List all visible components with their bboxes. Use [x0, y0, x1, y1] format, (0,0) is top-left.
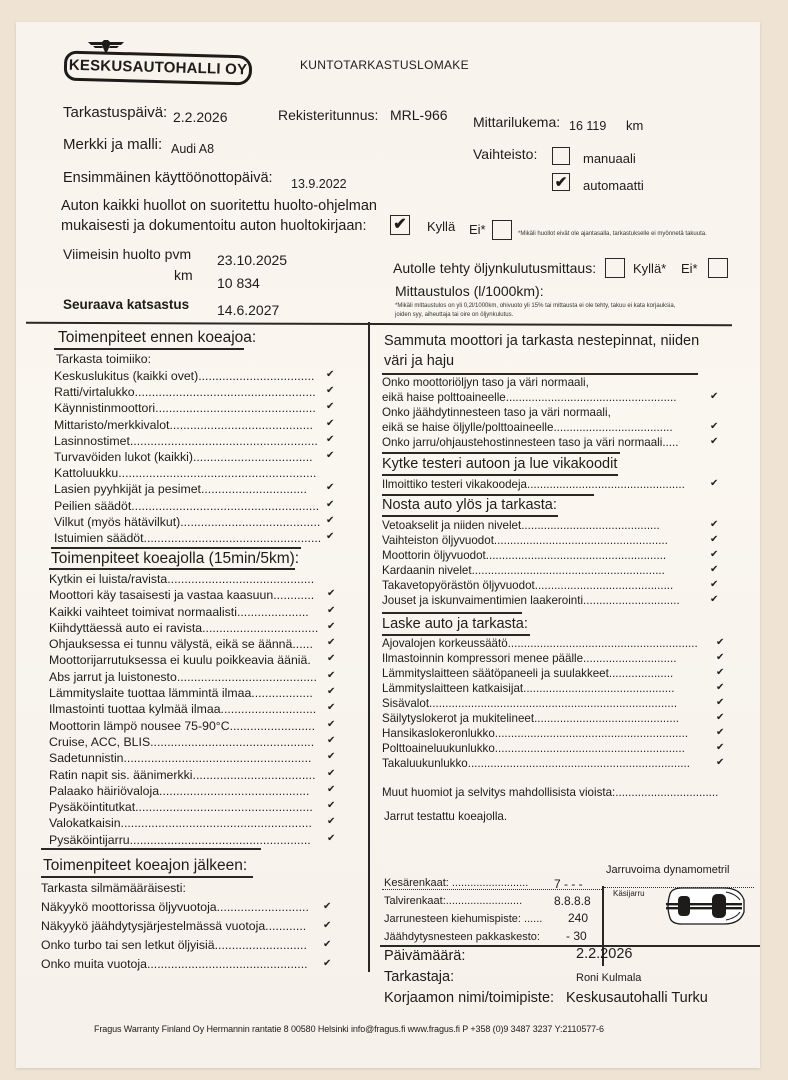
- odometer-value: 16 119: [569, 119, 607, 133]
- checklist-item-label: Takaluukunlukko.....................................................................: [382, 757, 690, 770]
- diagnostics-list: [382, 477, 719, 492]
- checklist-row: [54, 465, 344, 481]
- lifted-title: Nosta auto ylös ja tarkasta:: [382, 497, 557, 513]
- checklist-row: [382, 563, 719, 578]
- make-model-value: Audi A8: [171, 142, 215, 156]
- odometer-label: Mittarilukema:: [473, 114, 561, 130]
- checklist-item-label: Moottorijarrutuksessa ei kuulu poikkeavia ääniä.: [49, 653, 311, 668]
- checklist-row: [382, 741, 725, 756]
- checklist-row: [382, 390, 719, 405]
- check-mark-icon[interactable]: ✔: [327, 620, 336, 632]
- brake-fluid-label: Jarrunesteen kiehumispiste: ......: [384, 913, 543, 925]
- checklist-row: [382, 593, 719, 608]
- check-mark-icon[interactable]: ✔: [327, 816, 336, 828]
- manual-checkbox[interactable]: [552, 147, 570, 165]
- checklist-item-label: Ajovalojen korkeussäätö...........................................................: [382, 637, 698, 650]
- winter-tires-value: 8.8.8.8: [554, 894, 591, 908]
- check-mark-icon[interactable]: ✔: [710, 594, 719, 605]
- inspection-date-value: 2.2.2026: [173, 109, 228, 125]
- checklist-row: [54, 368, 344, 384]
- lifted-top-line: [382, 494, 594, 496]
- check-mark-icon[interactable]: ✔: [327, 751, 336, 763]
- checklist-item-label: Moottorin öljyvuodot........................................................: [382, 549, 667, 562]
- transmission-label: Vaihteisto:: [473, 146, 538, 162]
- signoff-divider: [380, 945, 760, 947]
- workshop-name: Keskusautohalli Turku: [566, 990, 708, 1006]
- coolant-label: Jäähdytysnesteen pakkaskesto:: [384, 931, 540, 943]
- checklist-item-label: Lämmityslaitteen katkaisijat...............................................: [382, 682, 675, 695]
- during-drive-title: Toimenpiteet koeajolla (15min/5km):: [51, 550, 300, 567]
- checklist-item-label: Vetoakselit ja niiden nivelet...........................................: [382, 519, 660, 532]
- section-divider: [26, 322, 732, 326]
- checklist-item-label: Istuimien säädöt....................................................: [54, 530, 322, 545]
- oil-measurement-label: Autolle tehty öljynkulutusmittaus:: [393, 260, 597, 276]
- check-mark-icon[interactable]: ✔: [716, 682, 725, 693]
- check-mark-icon[interactable]: ✔: [326, 498, 335, 510]
- checklist-item-label: Lämmityslaite tuottaa lämmintä ilmaa..................: [49, 686, 313, 701]
- checklist-row: [54, 498, 344, 514]
- inspector-label: Tarkastaja:: [384, 969, 455, 985]
- checklist-row: [382, 681, 725, 696]
- before-drive-list: [54, 368, 344, 546]
- checklist-row: [49, 636, 344, 652]
- check-mark-icon[interactable]: ✔: [327, 718, 336, 730]
- service-footnote: *Mikäli huollot eivät ole ajantasalla, tarkastukselle ei myönnetä takuuta.: [518, 231, 707, 237]
- checklist-row: [49, 750, 344, 766]
- checklist-item-label: Onko moottoriöljyn taso ja väri normaali,: [382, 376, 589, 389]
- check-mark-icon[interactable]: ✔: [327, 832, 336, 844]
- check-mark-icon[interactable]: ✔: [710, 579, 719, 590]
- oil-measurement-yes-label: Kyllä*: [633, 261, 667, 276]
- check-mark-icon: ✔: [554, 174, 568, 191]
- checklist-row: [382, 420, 719, 435]
- checklist-item-label: Sadetunnistin.......................................................: [49, 751, 312, 766]
- checklist-row: [382, 711, 725, 726]
- service-statement-line1: Auton kaikki huollot on suoritettu huolto-ohjelman: [61, 198, 377, 214]
- checklist-row: [382, 548, 719, 563]
- checklist-item-label: Jouset ja iskunvaimentimien laakerointi..............................: [382, 594, 680, 607]
- check-mark-icon[interactable]: ✔: [327, 783, 336, 795]
- checklist-item-label: Käynnistinmoottori...............................................: [54, 401, 316, 416]
- checklist-item-label: Ilmoittiko testeri vikakoodeja.................................................: [382, 478, 685, 491]
- checklist-item-label: Ilmastoinnin kompressori menee päälle.............................: [382, 652, 677, 665]
- check-mark-icon[interactable]: ✔: [710, 519, 719, 530]
- last-service-km-label: km: [174, 267, 193, 283]
- check-mark-icon[interactable]: ✔: [326, 369, 335, 380]
- service-yes-checkbox[interactable]: [390, 215, 410, 235]
- check-mark-icon[interactable]: ✔: [327, 588, 336, 600]
- check-mark-icon[interactable]: ✔: [327, 767, 336, 779]
- before-drive-underline: [54, 348, 244, 350]
- company-logo: [64, 40, 250, 84]
- checklist-row: [382, 435, 719, 450]
- checklist-item-label: Ratti/virtalukko.....................................................: [54, 385, 316, 400]
- checklist-item-label: Näkyykö moottorissa öljyvuotoja...........................: [41, 900, 309, 914]
- checklist-item-label: Lasinnostimet.......................................................: [54, 433, 318, 448]
- checklist-row: [49, 783, 344, 799]
- handbrake-label: Käsijarru: [613, 889, 645, 898]
- checklist-row: [54, 530, 344, 546]
- signoff-date-value: 2.2.2026: [576, 946, 633, 962]
- checklist-item-label: Lämmityslaitteen säätöpaneeli ja suulakkeet....................: [382, 667, 674, 680]
- check-mark-icon[interactable]: ✔: [326, 385, 335, 397]
- check-mark-icon[interactable]: ✔: [710, 478, 719, 489]
- check-mark-icon[interactable]: ✔: [710, 549, 719, 560]
- check-mark-icon[interactable]: ✔: [710, 421, 719, 432]
- lowered-list: [382, 636, 725, 771]
- checklist-item-label: Onko muita vuotoja...............................................: [41, 957, 308, 971]
- checklist-item-label: Säilytyslokerot ja mukitelineet.............................................: [382, 712, 680, 725]
- oil-measurement-yes-checkbox[interactable]: [605, 258, 625, 278]
- footer-contact: Fragus Warranty Finland Oy Hermannin rantatie 8 00580 Helsinki info@fragus.fi www.fragus.fi P +358 (0)9 3487 3237 Y:2110577-6: [94, 1024, 604, 1034]
- automatic-label: automaatti: [583, 178, 644, 193]
- checklist-item-label: Pysäköintitutkat....................................................: [49, 800, 313, 815]
- checklist-row: [41, 917, 341, 936]
- check-mark-icon[interactable]: ✔: [326, 417, 335, 429]
- check-mark-icon[interactable]: ✔: [323, 920, 332, 931]
- registration-label: Rekisteritunnus:: [278, 107, 379, 123]
- before-drive-bottom-line: [51, 547, 301, 549]
- check-mark-icon[interactable]: ✔: [716, 637, 725, 648]
- checklist-row: [49, 832, 344, 848]
- checklist-row: [49, 718, 344, 734]
- checklist-item-label: Takavetopyörästön öljyvuodot...........................................: [382, 579, 674, 592]
- checklist-row: [41, 898, 341, 917]
- check-mark-icon[interactable]: ✔: [716, 697, 725, 708]
- check-mark-icon[interactable]: ✔: [326, 530, 335, 542]
- checklist-item-label: Cruise, ACC, BLIS................................................: [49, 734, 315, 749]
- check-mark-icon[interactable]: ✔: [716, 742, 725, 753]
- checklist-item-label: Valokatkaisin........................................................: [49, 816, 312, 831]
- checklist-row: [49, 815, 344, 831]
- column-divider: [368, 322, 370, 972]
- checklist-row: [49, 701, 344, 717]
- checklist-row: [54, 514, 344, 530]
- checklist-item-label: Kardaanin nivelet............................................................: [382, 564, 665, 577]
- first-registration-value: 13.9.2022: [291, 177, 347, 191]
- checklist-item-label: Onko turbo tai sen letkut öljyisiä...........................: [41, 938, 307, 952]
- car-top-view-icon: [664, 886, 746, 926]
- fluids-title-line1: Sammuta moottori ja tarkasta nestepinnat, niiden: [384, 333, 700, 349]
- oil-result-label: Mittaustulos (l/1000km):: [395, 283, 544, 299]
- checklist-row: [54, 433, 344, 449]
- check-mark-icon[interactable]: ✔: [326, 401, 335, 413]
- oil-measurement-no-checkbox[interactable]: [708, 258, 728, 278]
- brake-fluid-value: 240: [568, 911, 589, 925]
- check-mark-icon[interactable]: ✔: [710, 391, 719, 402]
- checklist-item-label: eikä haise polttoaineelle.....................................................: [382, 391, 677, 404]
- check-mark-icon[interactable]: ✔: [326, 482, 335, 494]
- checklist-row: [49, 587, 344, 603]
- checklist-item-label: Abs jarrut ja luistonesto.........................................: [49, 669, 317, 684]
- check-mark-icon[interactable]: ✔: [716, 667, 725, 678]
- check-mark-icon[interactable]: ✔: [326, 514, 335, 526]
- check-mark-icon: ✔: [393, 216, 407, 233]
- checklist-item-label: Polttoaineluukunlukko...........................................................: [382, 742, 685, 755]
- checklist-item-label: Ohjauksessa ei tunnu välystä, eikä se äännä......: [49, 637, 313, 652]
- checklist-item-label: Turvavöiden lukot (kaikki)...................................: [54, 449, 313, 464]
- checklist-row: [54, 449, 344, 465]
- after-drive-subtitle: Tarkasta silmämääräisesti:: [41, 881, 186, 895]
- check-mark-icon[interactable]: ✔: [327, 604, 336, 616]
- checklist-row: [49, 799, 344, 815]
- during-drive-bottom-line: [41, 848, 261, 850]
- inspector-name: Roni Kulmala: [576, 972, 642, 984]
- inspection-form-paper: [16, 22, 760, 1068]
- check-mark-icon[interactable]: ✔: [326, 433, 335, 445]
- next-inspection-date: 14.6.2027: [217, 302, 280, 318]
- checklist-row: [49, 734, 344, 750]
- checklist-item-label: Kytkin ei luista/ravista...........................................: [49, 572, 315, 586]
- checklist-item-label: eikä se haise öljylle/polttoaineelle.....................................: [382, 421, 673, 434]
- check-mark-icon[interactable]: ✔: [710, 534, 719, 545]
- checklist-row: [382, 518, 719, 533]
- make-model-label: Merkki ja malli:: [63, 136, 163, 153]
- checklist-item-label: Hansikaslokeronlukko............................................................: [382, 727, 689, 740]
- coolant-value: - 30: [566, 929, 587, 943]
- manual-label: manuaali: [583, 151, 636, 166]
- lifted-underline: [382, 515, 558, 517]
- checklist-item-label: Lasien pyyhkijät ja pesimet...............................: [54, 482, 307, 497]
- notes-text[interactable]: Jarrut testattu koeajolla.: [384, 810, 508, 823]
- after-drive-underline: [41, 876, 253, 878]
- before-drive-subtitle: Tarkasta toimiiko:: [56, 352, 151, 366]
- checklist-row: [49, 669, 344, 685]
- last-service-label: Viimeisin huolto pvm: [63, 246, 192, 262]
- checklist-row-line1: [382, 375, 712, 390]
- checklist-row: [382, 533, 719, 548]
- check-mark-icon[interactable]: ✔: [327, 686, 336, 698]
- signoff-date-label: Päivämäärä:: [384, 948, 466, 964]
- last-service-km-value: 10 834: [217, 275, 260, 291]
- fluids-list: [382, 375, 719, 450]
- check-mark-icon[interactable]: ✔: [716, 652, 725, 663]
- checklist-item-label: Sisävalot.............................................................................: [382, 697, 678, 710]
- checklist-row: [382, 578, 719, 593]
- dyno-title: Jarruvoima dynamometril: [606, 864, 730, 876]
- checklist-item-label: Onko jäähdytinnesteen taso ja väri normaali,: [382, 406, 611, 419]
- lifted-list: [382, 518, 719, 608]
- during-drive-underline: [49, 568, 295, 570]
- checklist-item-label: Ilmastointi tuottaa kylmää ilmaa............................: [49, 702, 317, 717]
- lowered-title: Laske auto ja tarkasta:: [382, 616, 528, 632]
- check-mark-icon[interactable]: ✔: [327, 702, 336, 714]
- after-drive-list: [41, 898, 341, 974]
- checklist-item-label: Kiihdyttäessä auto ei ravista..................................: [49, 620, 319, 635]
- registration-value: MRL-966: [390, 107, 448, 123]
- checklist-row: [382, 756, 725, 771]
- inspection-date-label: Tarkastuspäivä:: [63, 104, 168, 121]
- form-title: KUNTOTARKASTUSLOMAKE: [300, 58, 469, 72]
- checklist-item-label: Palaako häiriövaloja............................................: [49, 783, 310, 798]
- checklist-row: [49, 767, 344, 783]
- checklist-row: [41, 955, 341, 974]
- checklist-item-label: Peilien säädöt.......................................................: [54, 498, 320, 513]
- check-mark-icon[interactable]: ✔: [710, 564, 719, 575]
- lowered-top-line: [382, 612, 522, 614]
- check-mark-icon[interactable]: ✔: [716, 757, 725, 768]
- checklist-item-label: Vilkut (myös hätävilkut).........................................: [54, 514, 321, 529]
- check-mark-icon[interactable]: ✔: [323, 939, 332, 950]
- diagnostics-title: Kytke testeri autoon ja lue vikakoodit: [382, 456, 618, 472]
- checklist-item-label: Kaikki vaihteet toimivat normaalisti.....................: [49, 604, 309, 619]
- checklist-row: [49, 604, 344, 620]
- check-mark-icon[interactable]: ✔: [327, 669, 336, 681]
- check-mark-icon[interactable]: ✔: [327, 637, 336, 649]
- checklist-item-label: Onko jarru/ohjaustehostinnesteen taso ja väri normaali.....: [382, 436, 679, 449]
- checklist-row: [382, 696, 725, 711]
- before-drive-title: Toimenpiteet ennen koeajoa:: [58, 329, 257, 346]
- checklist-row-line1: [382, 405, 712, 420]
- checklist-row: [54, 481, 344, 497]
- winter-tires-label: Talvirenkaat:.........................: [384, 895, 523, 907]
- checklist-item-label: Moottorin lämpö nousee 75-90°C.........................: [49, 718, 316, 733]
- service-yes-label: Kyllä: [427, 219, 456, 234]
- service-no-label: Ei*: [469, 222, 486, 237]
- check-mark-icon[interactable]: ✔: [710, 436, 719, 447]
- diagnostics-underline: [382, 474, 618, 476]
- check-mark-icon[interactable]: ✔: [327, 800, 336, 812]
- checklist-row: [54, 400, 344, 416]
- service-no-checkbox[interactable]: [492, 220, 512, 240]
- checklist-row: [382, 726, 725, 741]
- checklist-item-label: Kattoluukku..........................................................: [54, 466, 317, 481]
- checklist-row: [49, 571, 344, 587]
- checklist-item-label: Moottori käy tasaisesti ja vastaa kaasuun............: [49, 588, 315, 603]
- first-registration-label: Ensimmäinen käyttöönottopäivä:: [63, 170, 273, 186]
- checklist-item-label: Keskuslukitus (kaikki ovet)..................................: [54, 369, 315, 383]
- oil-measurement-footnote: *Mikäli mittaustulos on yli 0,2l/1000km, ohivuoto yli 15% tai mittausta ei ole tehty, takuu ei kata korjauksia, joiden syy, aiheuttaja tai oire on öljynkulutus.: [395, 303, 676, 318]
- workshop-label: Korjaamon nimi/toimipiste:: [384, 990, 555, 1006]
- checklist-row: [382, 666, 725, 681]
- checklist-item-label: Ratin napit sis. äänimerkki....................................: [49, 767, 316, 782]
- checklist-item-label: Vaihteiston öljyvuodot......................................................: [382, 534, 668, 547]
- checklist-row: [382, 651, 725, 666]
- checklist-item-label: Näkyykö jäähdytysjärjestelmässä vuotoja............: [41, 919, 307, 933]
- fluids-title-line2: väri ja haju: [384, 353, 455, 369]
- checklist-item-label: Pysäköintijarru.....................................................: [49, 832, 311, 847]
- check-mark-icon[interactable]: ✔: [327, 653, 336, 665]
- checklist-row: [54, 384, 344, 400]
- notes-label: Muut huomiot ja selvitys mahdollisista vioista:................................: [382, 786, 719, 799]
- last-service-date: 23.10.2025: [217, 252, 288, 268]
- checklist-row: [382, 636, 725, 651]
- company-logo-text: KESKUSAUTOHALLI OY: [64, 51, 253, 86]
- check-mark-icon[interactable]: ✔: [326, 449, 335, 461]
- odometer-unit: km: [626, 118, 644, 133]
- after-drive-title: Toimenpiteet koeajon jälkeen:: [43, 857, 248, 874]
- checklist-row: [41, 936, 341, 955]
- during-drive-list: [49, 571, 344, 848]
- service-statement-line2: mukaisesti ja dokumentoitu auton huoltokirjaan:: [61, 218, 367, 234]
- checklist-row: [382, 477, 719, 492]
- checklist-row: [49, 652, 344, 668]
- summer-tires-label: Kesärenkaat: .........................: [384, 877, 529, 889]
- check-mark-icon[interactable]: ✔: [323, 958, 332, 969]
- check-mark-icon[interactable]: ✔: [716, 727, 725, 738]
- automatic-checkbox[interactable]: [552, 173, 570, 191]
- checklist-row: [49, 685, 344, 701]
- check-mark-icon[interactable]: ✔: [323, 901, 332, 912]
- diagnostics-top-line: [382, 452, 620, 454]
- next-inspection-label: Seuraava katsastus: [63, 297, 190, 312]
- checklist-row: [54, 417, 344, 433]
- checklist-item-label: Mittaristo/merkkivalot..........................................: [54, 417, 313, 432]
- check-mark-icon[interactable]: ✔: [716, 712, 725, 723]
- checklist-row: [49, 620, 344, 636]
- check-mark-icon[interactable]: ✔: [327, 734, 336, 746]
- summer-tires-value: 7 - - -: [554, 877, 583, 891]
- oil-measurement-no-label: Ei*: [681, 261, 698, 276]
